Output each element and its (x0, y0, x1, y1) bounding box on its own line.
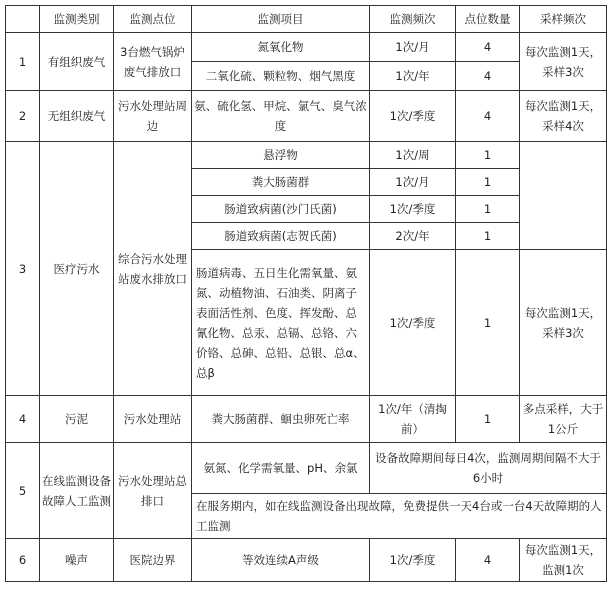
table-row (6, 539, 607, 582)
frequency-cell: 1次/周 (370, 142, 456, 169)
item-cell: 氮氧化物 (192, 33, 370, 62)
item-cell: 悬浮物 (192, 142, 370, 169)
row-number: 3 (6, 142, 40, 396)
count-cell: 4 (456, 62, 520, 91)
frequency-cell: 1次/月 (370, 169, 456, 196)
count-cell: 4 (456, 33, 520, 62)
item-cell: 粪大肠菌群 (192, 169, 370, 196)
sampling-cell: 每次监测1天，监测1次 (520, 539, 607, 582)
header-location: 监测点位 (114, 6, 192, 33)
frequency-cell: 1次/月 (370, 33, 456, 62)
row-number: 5 (6, 443, 40, 539)
count-cell: 4 (456, 91, 520, 142)
header-no (6, 6, 40, 33)
frequency-note-cell: 设备故障期间每日4次，监测周期间隔不大于6小时 (370, 443, 607, 494)
sampling-cell: 每次监测1天，采样3次 (520, 250, 607, 396)
row-number: 4 (6, 396, 40, 443)
item-cell: 氨氮、化学需氧量、pH、余氯 (192, 443, 370, 494)
category-cell: 有组织废气 (40, 33, 114, 91)
location-cell: 综合污水处理站废水排放口 (114, 142, 192, 396)
header-frequency: 监测频次 (370, 6, 456, 33)
table-row (6, 396, 607, 443)
frequency-cell: 1次/季度 (370, 539, 456, 582)
frequency-cell: 1次/年 (370, 62, 456, 91)
location-cell: 医院边界 (114, 539, 192, 582)
row-number: 1 (6, 33, 40, 91)
header-point-count: 点位数量 (456, 6, 520, 33)
item-cell: 等效连续A声级 (192, 539, 370, 582)
category-cell: 医疗污水 (40, 142, 114, 396)
row-number: 2 (6, 91, 40, 142)
count-cell: 1 (456, 169, 520, 196)
header-row (6, 6, 607, 33)
monitoring-plan-table (5, 5, 607, 582)
item-cell: 粪大肠菌群、蛔虫卵死亡率 (192, 396, 370, 443)
table-row (6, 142, 607, 169)
item-cell: 肠道病毒、五日生化需氧量、氨氮、动植物油、石油类、阴离子表面活性剂、色度、挥发酚、总氰化物、总汞、总镉、总铬、六价铬、总砷、总铅、总银、总α、总β (192, 250, 370, 396)
table-row (6, 33, 607, 62)
frequency-cell: 2次/年 (370, 223, 456, 250)
count-cell: 1 (456, 223, 520, 250)
frequency-cell: 1次/季度 (370, 196, 456, 223)
count-cell: 1 (456, 396, 520, 443)
category-cell: 在线监测设备故障人工监测 (40, 443, 114, 539)
location-cell: 3台燃气锅炉废气排放口 (114, 33, 192, 91)
header-item: 监测项目 (192, 6, 370, 33)
count-cell: 1 (456, 250, 520, 396)
location-cell: 污水处理站周边 (114, 91, 192, 142)
header-sampling: 采样频次 (520, 6, 607, 33)
location-cell: 污水处理站 (114, 396, 192, 443)
item-cell: 肠道致病菌(志贺氏菌) (192, 223, 370, 250)
count-cell: 4 (456, 539, 520, 582)
category-cell: 无组织废气 (40, 91, 114, 142)
category-cell: 噪声 (40, 539, 114, 582)
sampling-cell: 每次监测1天，采样4次 (520, 91, 607, 142)
item-cell: 二氧化硫、颗粒物、烟气黑度 (192, 62, 370, 91)
location-cell: 污水处理站总排口 (114, 443, 192, 539)
table-row (6, 443, 607, 494)
sampling-blank-cell (520, 142, 607, 250)
frequency-cell: 1次/年（清掏前） (370, 396, 456, 443)
frequency-cell: 1次/季度 (370, 91, 456, 142)
count-cell: 1 (456, 196, 520, 223)
frequency-cell: 1次/季度 (370, 250, 456, 396)
count-cell: 1 (456, 142, 520, 169)
sampling-cell: 多点采样，大于1公斤 (520, 396, 607, 443)
service-note-cell: 在服务期内，如在线监测设备出现故障，免费提供一天4台或一台4天故障期的人工监测 (192, 494, 607, 539)
sampling-cell: 每次监测1天，采样3次 (520, 33, 607, 91)
header-category: 监测类别 (40, 6, 114, 33)
table-row (6, 91, 607, 142)
monitoring-table-container (5, 5, 607, 582)
item-cell: 氨、硫化氢、甲烷、氯气、臭气浓度 (192, 91, 370, 142)
row-number: 6 (6, 539, 40, 582)
item-cell: 肠道致病菌(沙门氏菌) (192, 196, 370, 223)
category-cell: 污泥 (40, 396, 114, 443)
